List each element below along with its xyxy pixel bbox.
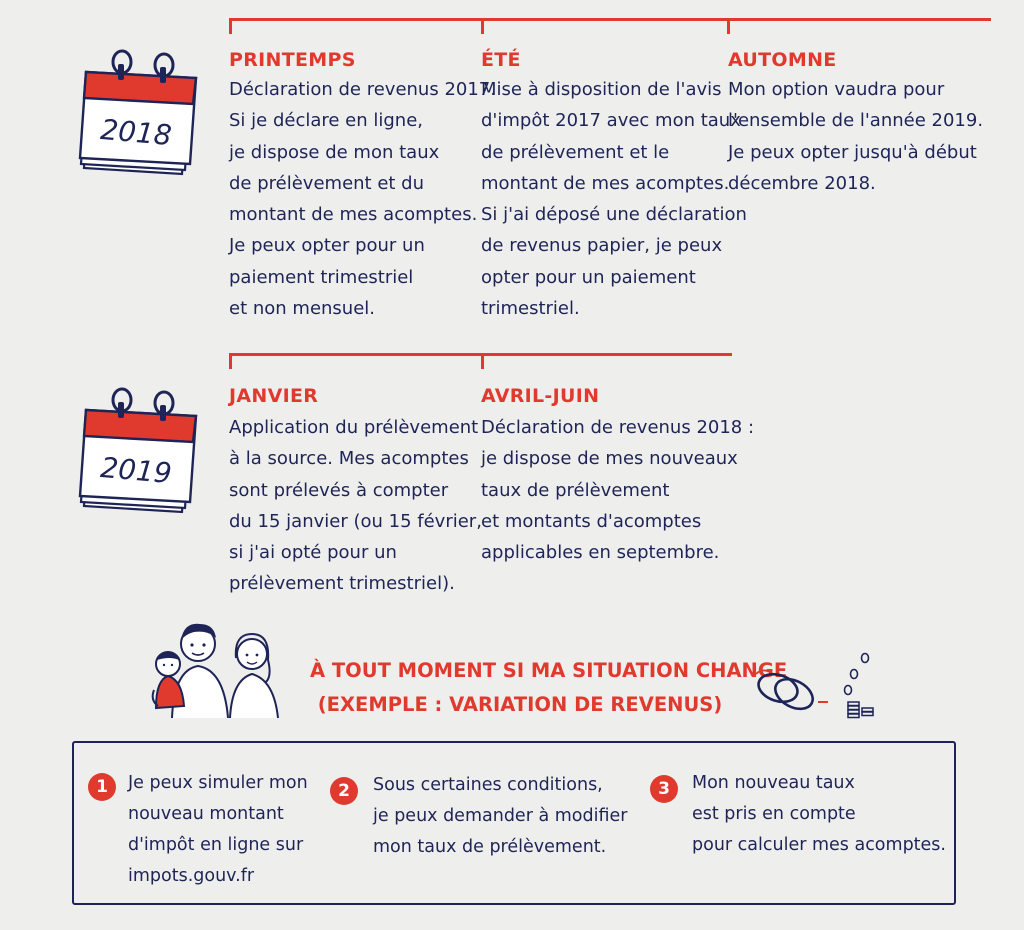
season-title-ete: ÉTÉ (481, 49, 521, 71)
season-title-automne: AUTOMNE (728, 49, 837, 71)
season-title-janvier: JANVIER (229, 385, 319, 407)
season-title-avril-juin: AVRIL-JUIN (481, 385, 600, 407)
rings-coins-icon (748, 650, 888, 722)
season-text-automne: Mon option vaudra pour l'ensemble de l'année 2019. Je peux opter jusqu'à début décembre 2018. (728, 79, 984, 194)
step-2-text: Sous certaines conditions, je peux demander à modifier mon taux de prélèvement. (373, 775, 628, 857)
family-illustration-icon (148, 614, 288, 718)
season-text-avril-juin: Déclaration de revenus 2018 : je dispose de mes nouveaux taux de prélèvement et montants d'acomptes applicables en septembre. (481, 417, 755, 564)
situation-heading-line-2: (EXEMPLE : VARIATION DE REVENUS) (317, 693, 723, 716)
calendar-2018-icon (78, 42, 208, 180)
step-1-number-badge: 1 (88, 773, 116, 801)
timeline-2018-tick-ete (481, 18, 484, 34)
situation-heading-line-1: À TOUT MOMENT SI MA SITUATION CHANGE (310, 659, 788, 682)
calendar-2019-year: 2019 (99, 450, 174, 491)
timeline-2018-tick-automne (727, 18, 730, 34)
step-2-number-badge: 2 (330, 777, 358, 805)
timeline-2018-line (229, 18, 991, 21)
timeline-2019-tick-janvier (229, 353, 232, 369)
season-text-janvier: Application du prélèvement à la source. Mes acomptes sont prélevés à compter du 15 janvier (ou 15 février, si j'ai opté pour un prélèvement trimestriel). (229, 417, 482, 595)
step-3-number-badge: 3 (650, 775, 678, 803)
season-text-ete: Mise à disposition de l'avis d'impôt 2017 avec mon taux de prélèvement et le montant de mes acomptes. Si j'ai déposé une déclaration de revenus papier, je peux opter pour un paiement trimestriel. (481, 79, 747, 320)
season-title-printemps: PRINTEMPS (229, 49, 356, 71)
situation-heading (310, 654, 788, 722)
calendar-2018-year: 2018 (99, 112, 174, 153)
season-text-printemps: Déclaration de revenus 2017. Si je déclare en ligne, je dispose de mon taux de prélèvement et du montant de mes acomptes. Je peux opter pour un paiement trimestriel et non mensuel. (229, 79, 496, 320)
step-3-text: Mon nouveau taux est pris en compte pour calculer mes acomptes. (692, 773, 946, 855)
step-1-text: Je peux simuler mon nouveau montant d'impôt en ligne sur impots.gouv.fr (128, 773, 308, 886)
timeline-2018-tick-printemps (229, 18, 232, 34)
calendar-2019-icon (78, 380, 208, 518)
timeline-2019-tick-avril-juin (481, 353, 484, 369)
